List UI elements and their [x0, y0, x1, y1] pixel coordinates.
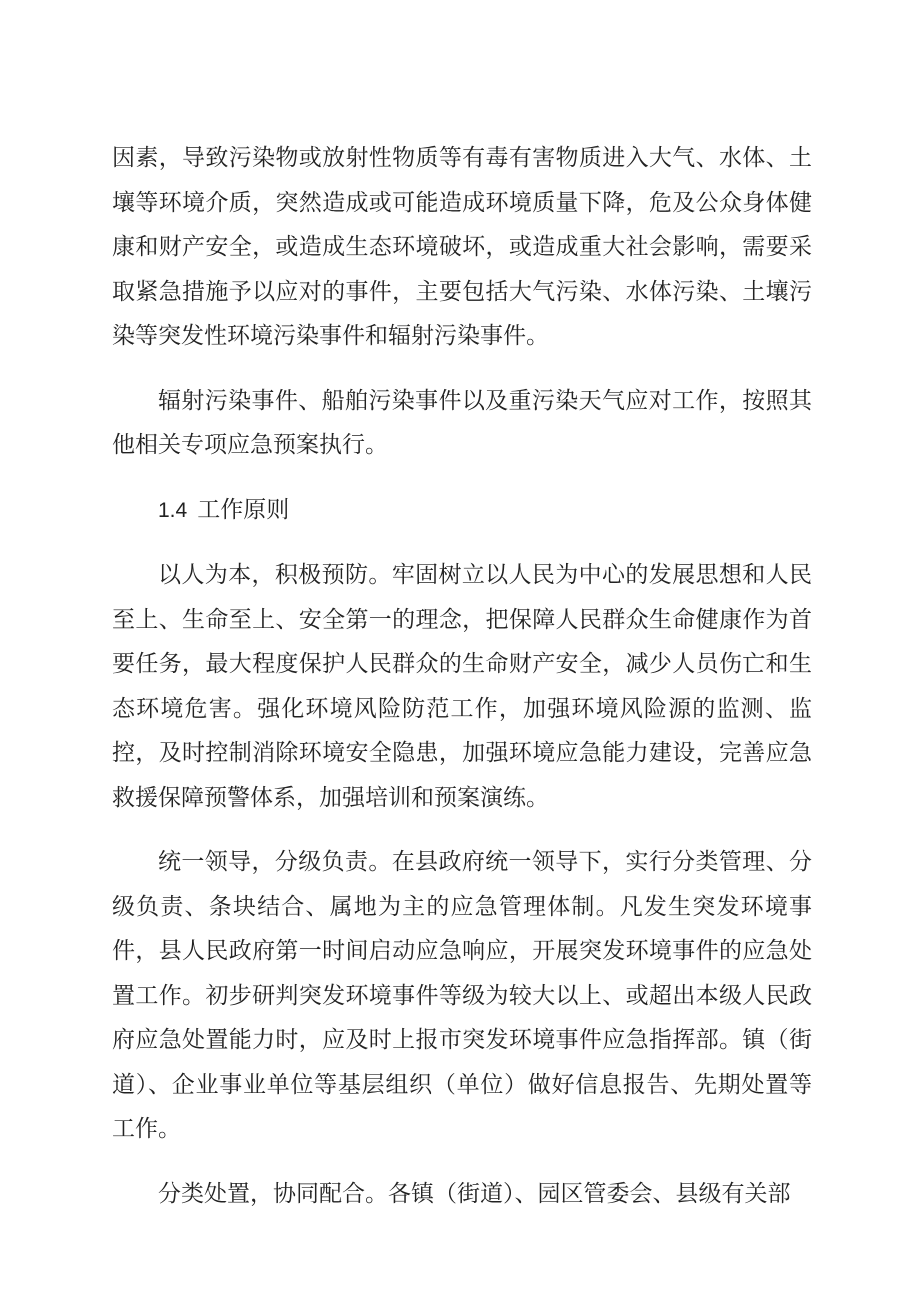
- paragraph-principle-classified-handling: 分类处置，协同配合。各镇（街道）、园区管委会、县级有关部: [158, 1180, 791, 1207]
- paragraph-principle-people-first: 以人为本，积极预防。牢固树立以人民为中心的发展思想和人民至上、生命至上、安全第一的理念，把保障人民群众生命健康作为首要任务，最大程度保护人民群众的生命财产安全，减少人员伤亡和生态环境危害。强化环境风险防范工作，加强环境风险源的监测、监控，及时控制消除环境安全隐患，加强环境应急能力建设，完善应急救援保障预警体系，加强培训和预案演练。: [112, 562, 812, 811]
- paragraph-principle-unified-leadership: 统一领导，分级负责。在县政府统一领导下，实行分类管理、分级负责、条块结合、属地为主的应急管理体制。凡发生突发环境事件，县人民政府第一时间启动应急响应，开展突发环境事件的应急处置工作。初步研判突发环境事件等级为较大以上、或超出本级人民政府应急处置能力时，应及时上报市突发环境事件应急指挥部。镇（街道）、企业事业单位等基层组织（单位）做好信息报告、先期处置等工作。: [112, 849, 812, 1142]
- paragraph-scope-exclusions: 辐射污染事件、船舶污染事件以及重污染天气应对工作，按照其他相关专项应急预案执行。: [112, 387, 812, 458]
- paragraph-continued: 因素，导致污染物或放射性物质等有毒有害物质进入大气、水体、土壤等环境介质，突然造成或可能造成环境质量下降，危及公众身体健康和财产安全，或造成生态环境破坏，或造成重大社会影响，需要采取紧急措施予以应对的事件，主要包括大气污染、水体污染、土壤污染等突发性环境污染事件和辐射污染事件。: [112, 145, 812, 349]
- document-body: [112, 136, 812, 1216]
- section-title: 工作原则: [197, 496, 290, 523]
- section-heading: [112, 488, 812, 534]
- section-number: 1.4: [158, 498, 188, 522]
